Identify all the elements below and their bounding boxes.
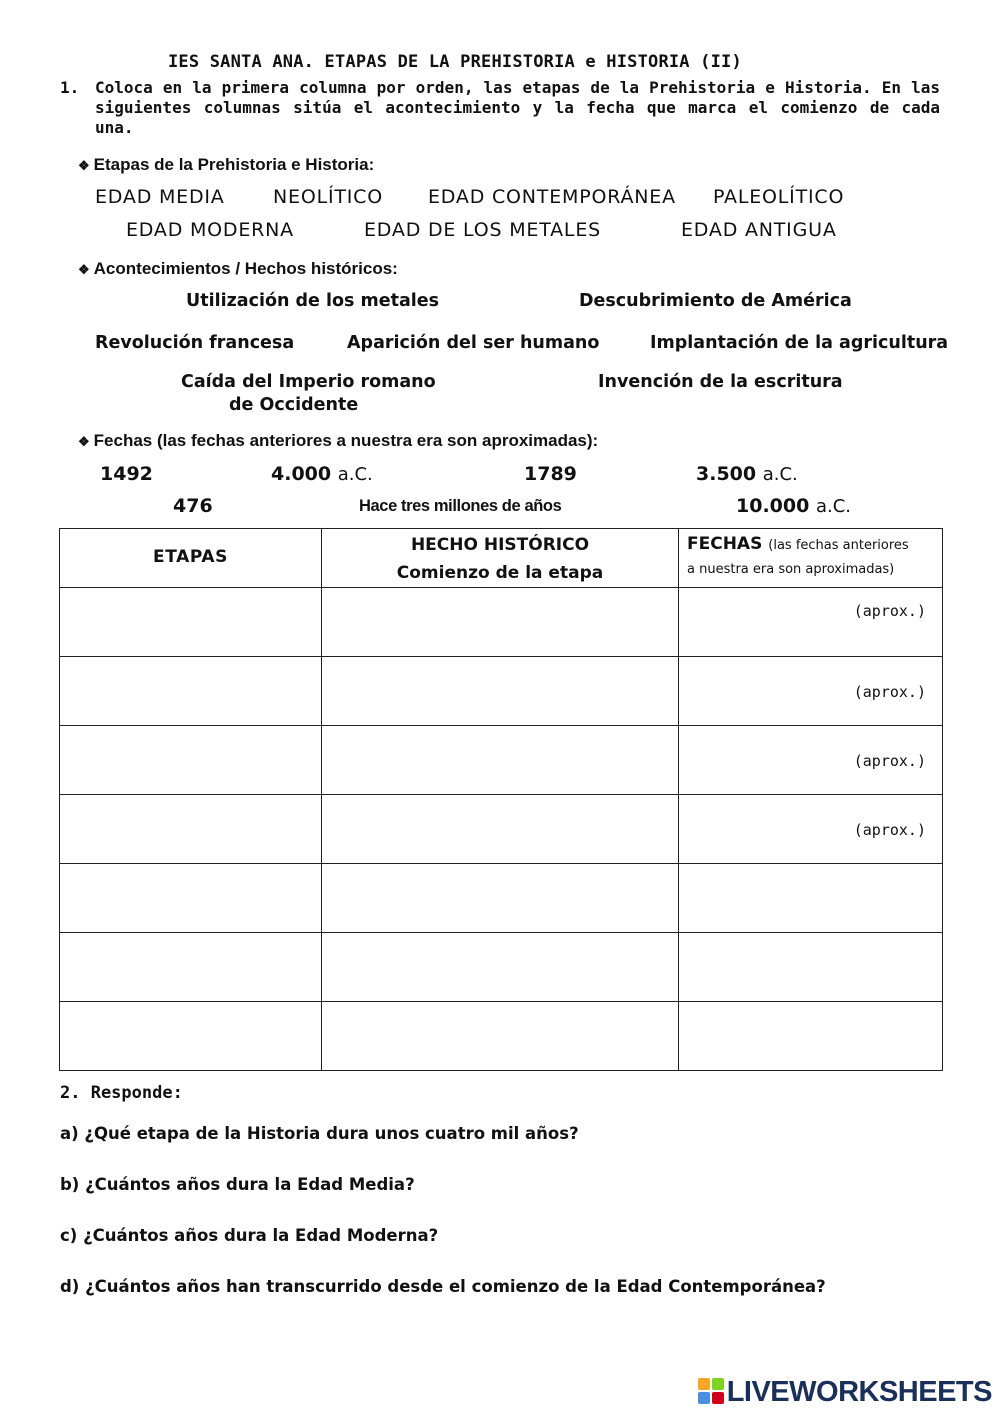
- aprox-label: (aprox.): [853, 683, 926, 701]
- date-suffix: a.C.: [337, 464, 373, 485]
- logo-text: LIVEWORKSHEETS: [726, 1376, 992, 1408]
- date-item: Hace tres millones de años: [359, 497, 562, 515]
- date-item: 1492: [100, 463, 153, 485]
- header-hecho-line1: HECHO HISTÓRICO: [410, 535, 590, 555]
- diamond-bullet-icon: ❖: [78, 158, 90, 173]
- event-item: Descubrimiento de América: [579, 291, 852, 311]
- fecha-input-cell[interactable]: [679, 933, 943, 1002]
- table-row: [60, 588, 943, 657]
- table-header-row: [60, 529, 943, 588]
- header-fechas-label: FECHAS: [687, 534, 763, 554]
- events-heading-text: Acontecimientos / Hechos históricos:: [93, 259, 398, 278]
- fecha-input-cell[interactable]: [679, 726, 943, 795]
- stages-table: [59, 528, 943, 1071]
- header-fechas: [679, 529, 943, 588]
- stage-item: PALEOLÍTICO: [713, 186, 845, 208]
- etapa-input-cell[interactable]: [60, 588, 322, 657]
- header-hecho-historico: [322, 529, 679, 588]
- hecho-input-cell[interactable]: [322, 864, 679, 933]
- hecho-input-cell[interactable]: [322, 933, 679, 1002]
- table-row: [60, 726, 943, 795]
- header-etapas: ETAPAS: [60, 529, 322, 588]
- event-item: Utilización de los metales: [186, 291, 440, 311]
- events-heading: [78, 259, 398, 279]
- header-fechas-note: (las fechas anteriores: [768, 538, 909, 553]
- date-suffix: a.C.: [762, 464, 798, 485]
- date-item: 476: [173, 495, 213, 517]
- table-row: [60, 933, 943, 1002]
- stages-heading: [78, 155, 374, 175]
- event-item: Aparición del ser humano: [347, 333, 600, 353]
- question-a: a) ¿Qué etapa de la Historia dura unos cuatro mil años?: [60, 1124, 579, 1143]
- hecho-input-cell[interactable]: [322, 588, 679, 657]
- liveworksheets-logo-icon: [698, 1378, 724, 1404]
- fecha-input-cell[interactable]: [679, 795, 943, 864]
- date-value: 4.000: [271, 463, 332, 485]
- question-c: c) ¿Cuántos años dura la Edad Moderna?: [60, 1226, 439, 1245]
- page-title: IES SANTA ANA. ETAPAS DE LA PREHISTORIA e HISTORIA (II): [168, 52, 742, 72]
- question-b: b) ¿Cuántos años dura la Edad Media?: [60, 1175, 415, 1194]
- etapa-input-cell[interactable]: [60, 1002, 322, 1071]
- aprox-label: (aprox.): [853, 752, 926, 770]
- date-item: [271, 463, 373, 485]
- question-d: d) ¿Cuántos años han transcurrido desde el comienzo de la Edad Contemporánea?: [60, 1277, 826, 1296]
- date-suffix: a.C.: [815, 496, 851, 517]
- hecho-input-cell[interactable]: [322, 795, 679, 864]
- aprox-label: (aprox.): [853, 821, 926, 839]
- liveworksheets-logo: [698, 1376, 992, 1409]
- stage-item: EDAD MEDIA: [95, 186, 225, 208]
- dates-heading: [78, 431, 598, 451]
- exercise-1-number: 1.: [60, 78, 80, 97]
- header-fechas-note: a nuestra era son aproximadas): [687, 562, 895, 577]
- stages-heading-text: Etapas de la Prehistoria e Historia:: [93, 155, 375, 174]
- hecho-input-cell[interactable]: [322, 1002, 679, 1071]
- exercise-1-text: Coloca en la primera columna por orden, las etapas de la Prehistoria e Historia. En las siguientes columnas sitúa el acontecimiento y la fecha que marca el comienzo de cada una.: [95, 78, 940, 137]
- hecho-input-cell[interactable]: [322, 726, 679, 795]
- table-row: [60, 657, 943, 726]
- exercise-2-heading: 2. Responde:: [60, 1083, 183, 1103]
- diamond-bullet-icon: ❖: [78, 262, 90, 277]
- table-row: [60, 864, 943, 933]
- date-item: 1789: [524, 463, 577, 485]
- dates-heading-text: Fechas (las fechas anteriores a nuestra era son aproximadas):: [93, 431, 599, 450]
- stage-item: EDAD DE LOS METALES: [364, 219, 601, 241]
- fecha-input-cell[interactable]: [679, 864, 943, 933]
- stage-item: EDAD ANTIGUA: [681, 219, 837, 241]
- etapa-input-cell[interactable]: [60, 933, 322, 1002]
- table-row: [60, 1002, 943, 1071]
- etapa-input-cell[interactable]: [60, 795, 322, 864]
- table-row: [60, 795, 943, 864]
- stage-item: NEOLÍTICO: [273, 186, 383, 208]
- date-value: 10.000: [736, 495, 810, 517]
- stage-item: EDAD MODERNA: [126, 219, 294, 241]
- etapa-input-cell[interactable]: [60, 657, 322, 726]
- date-item: [696, 463, 798, 485]
- event-item-continuation: de Occidente: [229, 395, 359, 415]
- hecho-input-cell[interactable]: [322, 657, 679, 726]
- date-value: 3.500: [696, 463, 757, 485]
- event-item: Caída del Imperio romano: [181, 372, 436, 392]
- header-hecho-line2: Comienzo de la etapa: [396, 563, 604, 583]
- event-item: Invención de la escritura: [598, 372, 843, 392]
- etapa-input-cell[interactable]: [60, 864, 322, 933]
- etapa-input-cell[interactable]: [60, 726, 322, 795]
- stage-item: EDAD CONTEMPORÁNEA: [428, 186, 676, 208]
- date-item: [736, 495, 851, 517]
- fecha-input-cell[interactable]: [679, 657, 943, 726]
- fecha-input-cell[interactable]: [679, 588, 943, 657]
- event-item: Implantación de la agricultura: [650, 333, 949, 353]
- event-item: Revolución francesa: [95, 333, 295, 353]
- aprox-label: (aprox.): [853, 602, 926, 620]
- diamond-bullet-icon: ❖: [78, 434, 90, 449]
- fecha-input-cell[interactable]: [679, 1002, 943, 1071]
